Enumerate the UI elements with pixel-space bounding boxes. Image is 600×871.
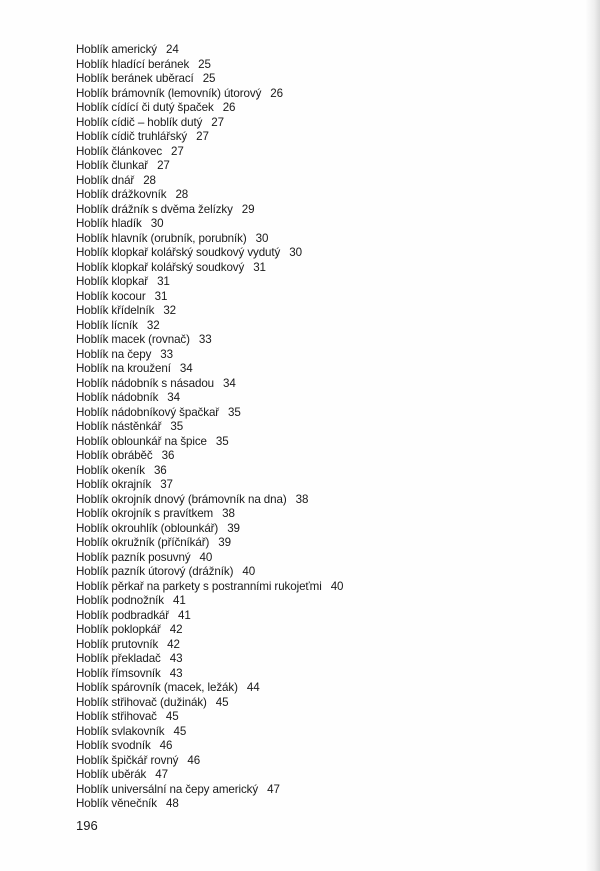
index-entry-term: Hoblík pazník útorový (drážník) [76,565,234,578]
index-entry [76,696,343,711]
index-entry-page: 24 [165,43,179,56]
index-entry [76,522,343,537]
index-entry [76,72,343,87]
index-entry [76,580,343,595]
index-entry-term: Hoblík uběrák [76,768,147,781]
index-entry [76,652,343,667]
index-entry-term: Hoblík drážník s dvěma želízky [76,202,233,216]
index-entry [76,464,343,479]
index-entry [76,58,343,73]
index-entry-term: Hoblík okružník (příčníkář) [76,536,210,549]
index-entry [76,43,343,58]
index-entry-page: 33 [198,333,212,346]
index-entry [76,478,343,493]
index-entry [76,638,343,653]
index-list [76,43,343,812]
index-entry-term: Hoblík klopkař kolářský soudkový vydutý [76,246,281,259]
index-entry [76,406,343,421]
index-entry-page: 47 [155,768,168,781]
index-entry [76,536,343,551]
index-entry-term: Hoblík podbradkář [76,608,170,622]
index-entry [76,754,343,769]
index-entry-page: 30 [255,231,269,245]
index-entry [76,174,343,189]
index-entry-term: Hoblík článkovec [76,144,163,158]
index-entry-page: 32 [146,318,160,332]
index-entry-term: Hoblík špičkář rovný [76,753,179,767]
index-entry [76,768,343,783]
index-entry-term: Hoblík svlakovník [76,724,165,738]
index-entry [76,348,343,363]
index-entry-term: Hoblík střihovač [76,710,157,723]
index-entry [76,362,343,377]
index-entry-page: 45 [165,710,179,723]
index-entry [76,101,343,116]
index-entry [76,130,343,145]
index-entry [76,667,343,682]
index-entry-term: Hoblík lícník [76,318,138,332]
index-entry-term: Hoblík brámovník (lemovník) útorový [76,86,262,100]
index-entry [76,319,343,334]
index-entry [76,594,343,609]
index-entry-page: 27 [171,144,184,158]
index-entry [76,203,343,218]
index-entry-page: 46 [159,739,173,752]
index-entry-page: 36 [153,463,167,477]
index-entry-page: 39 [218,536,231,549]
index-entry-page: 47 [267,782,280,796]
index-entry-page: 31 [253,260,266,274]
index-entry [76,275,343,290]
index-entry-page: 39 [227,521,240,535]
index-entry-term: Hoblík nádobníkový špačkař [76,405,220,419]
index-entry-term: Hoblík hlavník (orubník, porubník) [76,231,247,245]
index-entry-page: 26 [270,86,283,100]
index-entry-page: 48 [166,797,179,810]
index-entry-page: 41 [173,594,186,607]
index-entry-page: 27 [211,115,224,129]
index-entry-term: Hoblík nádobník [76,391,159,404]
index-entry-page: 42 [169,623,183,636]
index-entry-page: 31 [154,289,168,303]
index-entry-page: 40 [199,550,213,564]
index-entry-page: 30 [150,217,164,230]
index-entry-term: Hoblík universální na čepy americký [76,782,259,796]
index-entry-page: 28 [175,188,189,201]
index-entry-page: 45 [173,724,187,738]
index-entry-term: Hoblík drážkovník [76,188,167,201]
index-entry-page: 43 [169,666,183,680]
index-entry-term: Hoblík kocour [76,289,146,303]
index-entry-page: 35 [215,434,229,448]
index-entry-page: 40 [330,579,344,593]
index-entry [76,797,343,812]
index-entry [76,739,343,754]
index-entry-page: 26 [222,101,236,114]
index-entry-term: Hoblík macek (rovnač) [76,333,190,346]
index-entry-term: Hoblík spárovník (macek, ležák) [76,681,238,694]
index-entry-page: 43 [169,652,183,665]
index-entry-term: Hoblík nástěnkář [76,420,162,433]
index-entry-term: Hoblík římsovník [76,666,161,680]
index-entry [76,420,343,435]
index-entry-page: 37 [160,478,173,491]
index-entry-term: Hoblík hladík [76,217,142,230]
index-entry [76,551,343,566]
index-entry-page: 33 [160,347,173,361]
index-entry-page: 35 [228,405,241,419]
index-entry-term: Hoblík překladač [76,652,161,665]
index-entry [76,159,343,174]
index-entry-page: 30 [289,246,302,259]
index-entry-term: Hoblík okrojník dnový (brámovník na dna) [76,492,287,506]
index-entry [76,609,343,624]
index-entry [76,87,343,102]
index-entry-term: Hoblík na čepy [76,347,152,361]
index-entry [76,333,343,348]
index-entry-term: Hoblík cídič – hoblík dutý [76,115,203,129]
index-entry [76,391,343,406]
index-entry [76,304,343,319]
index-entry [76,145,343,160]
index-entry-page: 28 [143,173,156,187]
index-entry-page: 34 [223,376,236,390]
page-number: 196 [76,818,98,833]
index-entry [76,623,343,638]
index-entry-term: Hoblík okrojník s pravítkem [76,507,214,520]
index-entry [76,290,343,305]
index-entry [76,116,343,131]
index-entry-term: Hoblík klopkař kolářský soudkový [76,260,245,274]
index-entry-page: 27 [196,130,209,143]
index-entry-term: Hoblík na kroužení [76,362,171,375]
index-entry [76,725,343,740]
index-entry-page: 38 [295,492,309,506]
index-entry [76,261,343,276]
index-entry [76,681,343,696]
index-entry-page: 25 [202,72,216,85]
index-entry-term: Hoblík nádobník s násadou [76,376,215,390]
index-entry-term: Hoblík cídící či dutý špaček [76,101,214,114]
index-entry-page: 38 [222,507,235,520]
index-entry-term: Hoblík obráběč [76,449,153,462]
index-entry-term: Hoblík beránek uběrací [76,72,194,85]
index-entry-term: Hoblík křídelník [76,304,155,317]
index-entry-term: Hoblík podnožník [76,594,164,607]
index-entry-page: 42 [167,637,180,651]
index-entry-page: 46 [187,753,201,767]
index-entry-term: Hoblík věnečník [76,797,157,810]
index-entry-page: 36 [161,449,175,462]
index-entry-page: 32 [163,304,177,317]
index-entry-page: 45 [215,695,229,709]
index-entry-term: Hoblík prutovník [76,637,159,651]
index-entry [76,449,343,464]
index-entry-page: 35 [170,420,184,433]
index-entry-page: 25 [198,57,211,71]
index-entry-term: Hoblík svodník [76,739,151,752]
index-entry [76,188,343,203]
page-edge-shadow [586,0,600,871]
index-entry [76,435,343,450]
index-entry-term: Hoblík hladící beránek [76,57,190,71]
index-entry-page: 27 [157,159,170,172]
index-entry-term: Hoblík pazník posuvný [76,550,191,564]
index-entry [76,377,343,392]
index-entry [76,565,343,580]
index-entry-page: 41 [178,608,191,622]
index-entry-term: Hoblík střihovač (dužinák) [76,695,207,709]
index-entry-page: 31 [157,275,170,288]
index-entry [76,507,343,522]
index-entry-term: Hoblík člunkař [76,159,149,172]
index-entry [76,246,343,261]
index-entry [76,493,343,508]
index-entry-term: Hoblík americký [76,43,157,56]
index-entry [76,710,343,725]
index-entry-term: Hoblík dnář [76,173,135,187]
index-entry-page: 44 [246,681,260,694]
index-entry-page: 34 [167,391,180,404]
index-entry [76,217,343,232]
index-entry-term: Hoblík oblounkář na špice [76,434,207,448]
index-entry-page: 34 [179,362,193,375]
index-entry-term: Hoblík cídič truhlářský [76,130,188,143]
index-entry [76,783,343,798]
index-entry-term: Hoblík poklopkář [76,623,161,636]
index-entry-page: 40 [242,565,256,578]
index-entry-term: Hoblík klopkař [76,275,149,288]
index-entry [76,232,343,247]
index-entry-term: Hoblík pěrkař na parkety s postranními rukojeťmi [76,579,322,593]
index-entry-term: Hoblík okeník [76,463,145,477]
index-entry-term: Hoblík okrajník [76,478,152,491]
index-entry-page: 29 [241,202,255,216]
index-entry-term: Hoblík okrouhlík (oblounkář) [76,521,219,535]
